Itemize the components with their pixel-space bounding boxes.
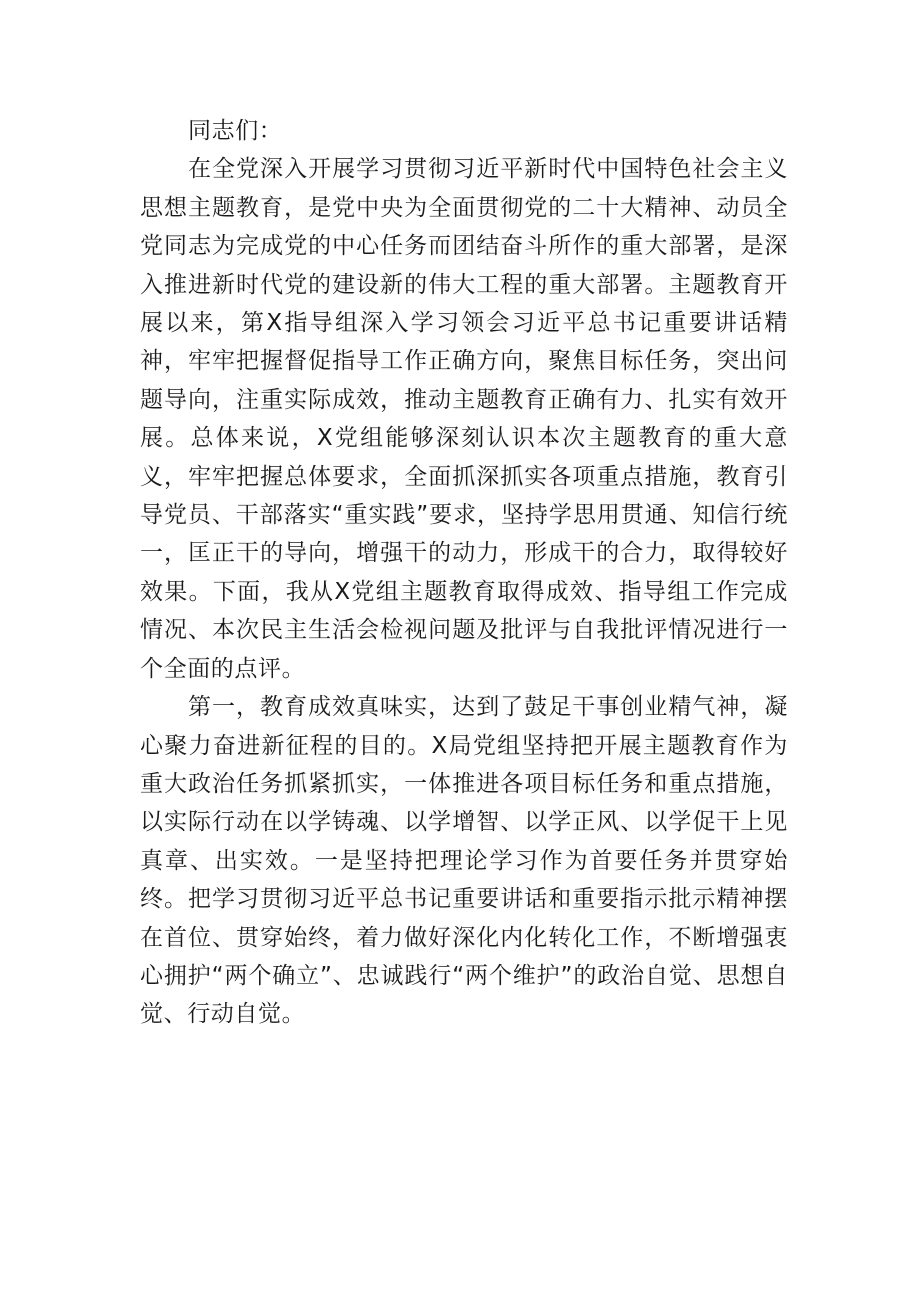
paragraph-first-point: 第一，教育成效真味实，达到了鼓足干事创业精气神，凝心聚力奋进新征程的目的。X局党组坚持把开展主题教育作为重大政治任务抓紧抓实，一体推进各项目标任务和重点措施，以实际行动在以学铸魂、以学增智、以学正风、以学促干上见真章、出实效。一是坚持把理论学习作为首要任务并贯穿始终。把学习贯彻习近平总书记重要讲话和重要指示批示精神摆在首位、贯穿始终，着力做好深化内化转化工作，不断增强衷心拥护“两个确立”、忠诚践行“两个维护”的政治自觉、思想自觉、行动自觉。	[140, 694, 788, 1028]
salutation: 同志们：	[188, 118, 283, 144]
paragraph-intro: 在全党深入开展学习贯彻习近平新时代中国特色社会主义思想主题教育，是党中央为全面贯彻党的二十大精神、动员全党同志为完成党的中心任务而团结奋斗所作的重大部署，是深入推进新时代党的建设新的伟大工程的重大部署。主题教育开展以来，第X指导组深入学习领会习近平总书记重要讲话精神，牢牢把握督促指导工作正确方向，聚焦目标任务，突出问题导向，注重实际成效，推动主题教育正确有力、扎实有效开展。总体来说，X党组能够深刻认识本次主题教育的重大意义，牢牢把握总体要求，全面抓深抓实各项重点措施，教育引导党员、干部落实“重实践”要求，坚持学思用贯通、知信行统一，匡正干的导向，增强干的动力，形成干的合力，取得较好效果。下面，我从X党组主题教育取得成效、指导组工作完成情况、本次民主生活会检视问题及批评与自我批评情况进行一个全面的点评。	[140, 156, 788, 682]
document-body	[140, 112, 788, 1034]
